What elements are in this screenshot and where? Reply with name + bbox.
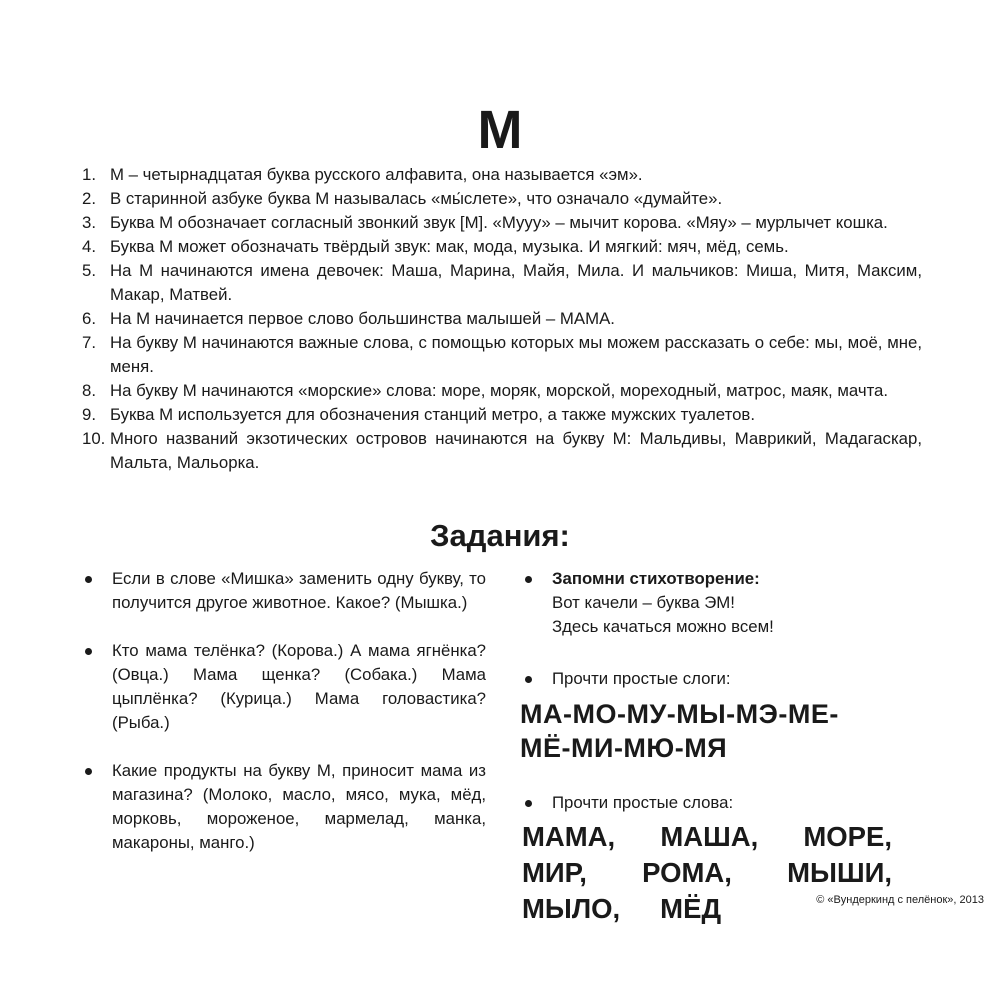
fact-number: 10. xyxy=(82,429,106,448)
syllables-line: МА-МО-МУ-МЫ-МЭ-МЕ- xyxy=(520,699,839,729)
fact-number: 3. xyxy=(82,213,96,232)
fact-item xyxy=(82,259,922,307)
fact-text: Буква М может обозначать твёрдый звук: мак, мода, музыка. И мягкий: мяч, мёд, семь. xyxy=(110,237,789,256)
fact-item xyxy=(82,187,922,211)
poem-line: Здесь качаться можно всем! xyxy=(552,617,774,636)
fact-text: На М начинаются имена девочек: Маша, Марина, Майя, Мила. И мальчиков: Миша, Митя, Максим, Макар, Матвей. xyxy=(110,261,922,304)
fact-item xyxy=(82,379,922,403)
task-text: Если в слове «Мишка» заменить одну букву, то получится другое животное. Какое? (Мышка.) xyxy=(112,569,486,612)
syllables-line: МЁ-МИ-МЮ-МЯ xyxy=(520,733,728,763)
copyright-notice: © «Вундеркинд с пелёнок», 2013 xyxy=(816,894,984,906)
words-task xyxy=(522,791,922,815)
fact-text: В старинной азбуке буква М называлась «мы́слете», что означало «думайте». xyxy=(110,189,723,208)
word: МЫШИ, xyxy=(787,857,892,888)
left-tasks-column xyxy=(82,567,486,879)
fact-number: 8. xyxy=(82,381,96,400)
fact-text: Много названий экзотических островов начинаются на букву М: Мальдивы, Маврикий, Мадагаскар, Мальта, Мальорка. xyxy=(110,429,922,472)
fact-number: 4. xyxy=(82,237,96,256)
words-row xyxy=(522,819,892,855)
fact-item xyxy=(82,235,922,259)
bullet-icon xyxy=(525,800,532,807)
bullet-icon xyxy=(85,648,92,655)
fact-number: 5. xyxy=(82,261,96,280)
word: МАША, xyxy=(660,821,759,852)
tasks-heading: Задания: xyxy=(430,518,570,553)
fact-item xyxy=(82,403,922,427)
fact-text: Буква М обозначает согласный звонкий звук [М]. «Мууу» – мычит корова. «Мяу» – мурлычет кошка. xyxy=(110,213,888,232)
fact-text: Буква М используется для обозначения станций метро, а также мужских туалетов. xyxy=(110,405,755,424)
task-text: Какие продукты на букву М, приносит мама из магазина? (Молоко, масло, мясо, мука, мёд, морковь, мороженое, мармелад, манка, макароны, манго.) xyxy=(112,761,486,852)
syllables-block xyxy=(520,697,922,765)
poem-line: Вот качели – буква ЭМ! xyxy=(552,593,735,612)
task-item xyxy=(82,639,486,735)
task-item xyxy=(82,567,486,615)
word: МЁД xyxy=(660,893,722,924)
fact-text: На букву М начинаются «морские» слова: море, моряк, морской, мореходный, матрос, маяк, мачта. xyxy=(110,381,889,400)
fact-item xyxy=(82,163,922,187)
words-block xyxy=(522,819,922,927)
task-item xyxy=(82,759,486,855)
page-title-letter: М xyxy=(477,100,523,160)
fact-text: На М начинается первое слово большинства малышей – МАМА. xyxy=(110,309,615,328)
words-row xyxy=(522,855,892,891)
fact-number: 7. xyxy=(82,333,96,352)
fact-item xyxy=(82,307,922,331)
bullet-icon xyxy=(85,576,92,583)
word: МАМА, xyxy=(522,821,616,852)
fact-text: М – четырнадцатая буква русского алфавита, она называется «эм». xyxy=(110,165,643,184)
syllables-heading: Прочти простые слоги: xyxy=(552,669,731,688)
fact-text: На букву М начинаются важные слова, с помощью которых мы можем рассказать о себе: мы, моё, мне, меня. xyxy=(110,333,922,376)
word: МЫЛО, xyxy=(522,893,621,924)
syllables-task xyxy=(522,667,922,691)
fact-number: 1. xyxy=(82,165,96,184)
task-text: Кто мама телёнка? (Корова.) А мама ягнёнка? (Овца.) Мама щенка? (Собака.) Мама цыплёнка? (Курица.) Мама головастика? (Рыба.) xyxy=(112,641,486,732)
right-tasks-column xyxy=(522,567,922,927)
fact-item xyxy=(82,211,922,235)
facts-list xyxy=(82,163,922,475)
poem-heading: Запомни стихотворение: xyxy=(552,569,760,588)
word: МИР, xyxy=(522,857,587,888)
word: МОРЕ, xyxy=(803,821,892,852)
bullet-icon xyxy=(525,676,532,683)
fact-number: 9. xyxy=(82,405,96,424)
fact-number: 6. xyxy=(82,309,96,328)
words-heading: Прочти простые слова: xyxy=(552,793,734,812)
bullet-icon xyxy=(525,576,532,583)
fact-number: 2. xyxy=(82,189,96,208)
fact-item xyxy=(82,331,922,379)
bullet-icon xyxy=(85,768,92,775)
fact-item xyxy=(82,427,922,475)
word: РОМА, xyxy=(642,857,732,888)
poem-task xyxy=(522,567,922,639)
